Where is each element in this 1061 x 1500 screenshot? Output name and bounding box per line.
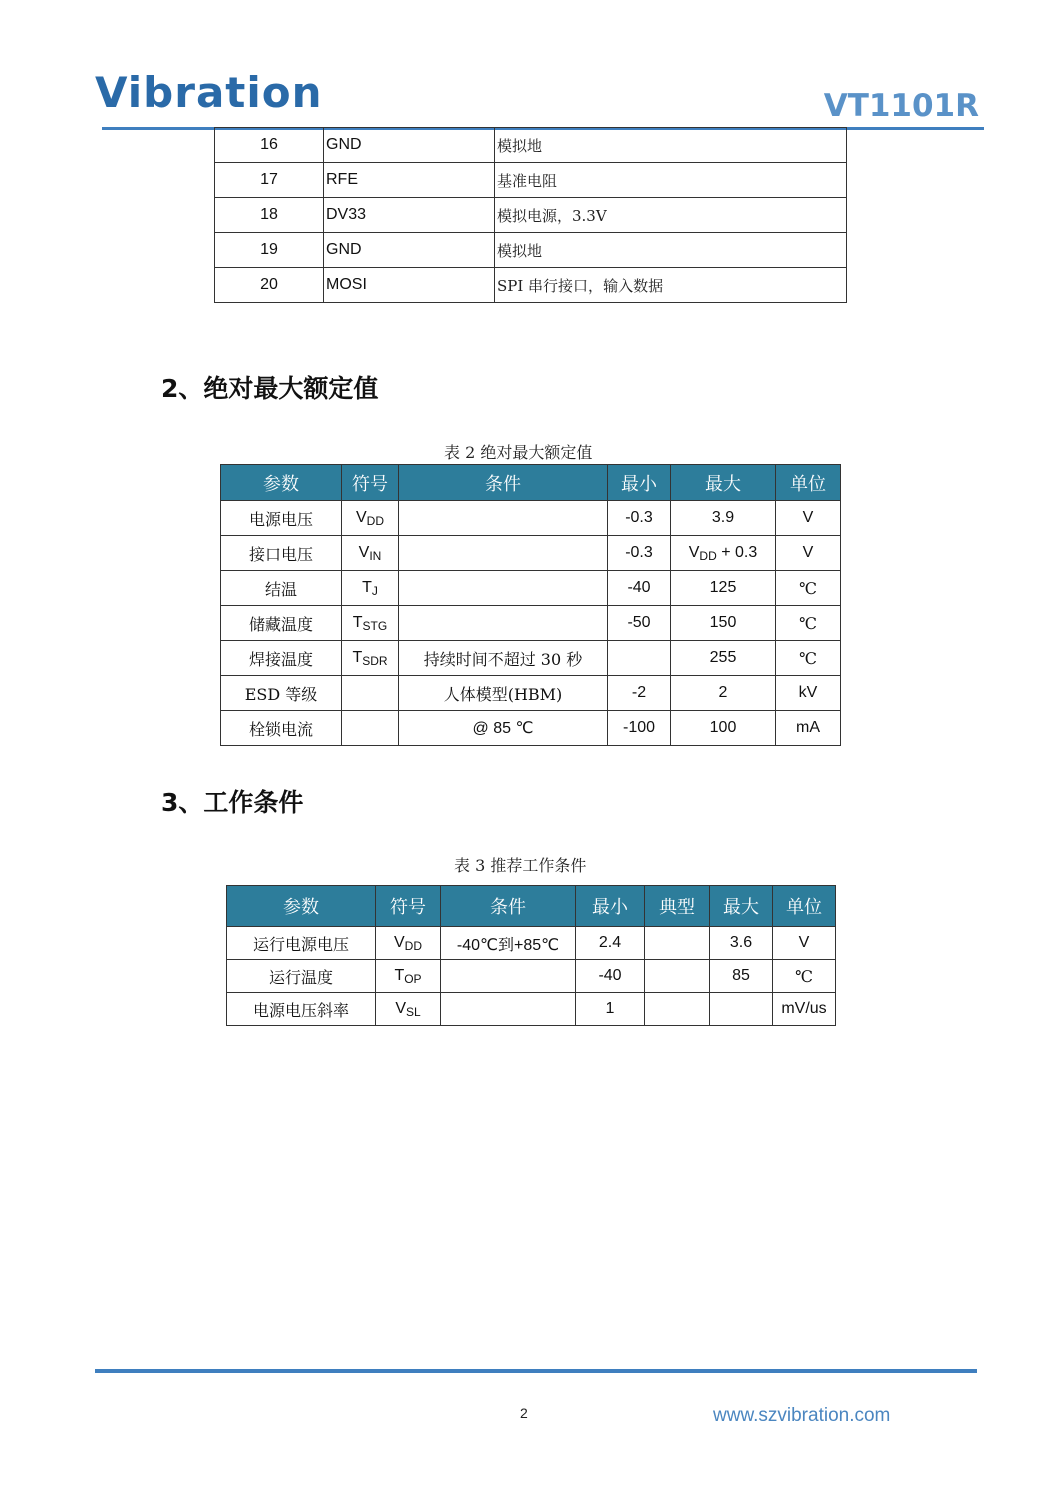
unit-cell: ℃ [776, 606, 841, 641]
param-cell: 焊接温度 [221, 641, 342, 676]
pin-symbol: RFE [324, 163, 495, 198]
table-caption-2: 表 2 绝对最大额定值 [444, 443, 593, 462]
pin-symbol: GND [324, 233, 495, 268]
param-cell: 储藏温度 [221, 606, 342, 641]
unit-cell: kV [776, 676, 841, 711]
max-main: 125 [709, 578, 737, 596]
table-header-row [221, 465, 841, 501]
max-main: 150 [709, 613, 737, 631]
unit-cell: ℃ [776, 571, 841, 606]
param-cell: 电源电压 [221, 501, 342, 536]
table-row [227, 993, 836, 1026]
max-cell [710, 993, 773, 1026]
page-number: 2 [520, 1405, 528, 1421]
max-cell [671, 606, 776, 641]
max-main: 3.9 [711, 508, 735, 526]
recommended-operating-conditions-table [226, 885, 836, 1026]
symbol-cell [342, 711, 399, 746]
table-row [221, 641, 841, 676]
table-row [221, 711, 841, 746]
table-row [221, 536, 841, 571]
table-row [221, 606, 841, 641]
condition-cell: 人体模型(HBM) [399, 676, 608, 711]
symbol-main: T [394, 966, 405, 984]
unit-cell: ℃ [776, 641, 841, 676]
max-subscript: DD [699, 548, 717, 563]
typ-cell [645, 927, 710, 960]
col-header-unit: 单位 [773, 886, 836, 927]
max-main: V [688, 543, 700, 561]
pin-description: SPI 串行接口，输入数据 [495, 268, 847, 303]
max-cell [671, 536, 776, 571]
symbol-subscript: DD [404, 938, 422, 953]
condition-cell [399, 571, 608, 606]
min-cell: 2.4 [576, 927, 645, 960]
typ-cell [645, 993, 710, 1026]
pin-number: 19 [215, 233, 324, 268]
symbol-subscript: OP [404, 971, 422, 986]
condition-cell [441, 993, 576, 1026]
unit-cell: V [776, 501, 841, 536]
symbol-cell [342, 606, 399, 641]
symbol-main: V [395, 999, 406, 1017]
section-heading-operating-conditions: 3、工作条件 [161, 788, 304, 817]
max-main: 2 [718, 683, 728, 701]
unit-cell: V [773, 927, 836, 960]
condition-cell: @ 85 ℃ [399, 711, 608, 746]
pin-symbol: GND [324, 128, 495, 163]
condition-cell [399, 536, 608, 571]
typ-cell [645, 960, 710, 993]
pin-number: 16 [215, 128, 324, 163]
param-cell: 运行温度 [227, 960, 376, 993]
pin-description: 模拟电源，3.3V [495, 198, 847, 233]
min-cell: -40 [608, 571, 671, 606]
pin-description-table [214, 127, 847, 303]
symbol-subscript: SL [405, 1004, 421, 1019]
table-header-row [227, 886, 836, 927]
symbol-main: T [352, 648, 363, 666]
pin-description: 模拟地 [495, 128, 847, 163]
section-heading-absolute-max: 2、绝对最大额定值 [161, 374, 379, 403]
col-header-min: 最小 [576, 886, 645, 927]
max-cell: 85 [710, 960, 773, 993]
pin-number: 20 [215, 268, 324, 303]
col-header-condition: 条件 [399, 465, 608, 501]
table-caption-3: 表 3 推荐工作条件 [454, 856, 587, 875]
symbol-main: T [362, 578, 372, 596]
col-header-symbol: 符号 [342, 465, 399, 501]
symbol-subscript: STG [362, 618, 388, 633]
unit-cell: ℃ [773, 960, 836, 993]
vibration-logo: Vibration [95, 68, 323, 117]
condition-cell [399, 501, 608, 536]
max-cell [671, 501, 776, 536]
footer-divider [95, 1369, 977, 1373]
symbol-main: T [352, 613, 363, 631]
symbol-main: V [358, 543, 370, 561]
param-cell: 接口电压 [221, 536, 342, 571]
table-row [215, 268, 847, 303]
min-cell: -0.3 [608, 501, 671, 536]
condition-cell [399, 606, 608, 641]
symbol-subscript: SDR [362, 653, 388, 668]
symbol-main: V [393, 933, 405, 951]
condition-cell: 持续时间不超过 30 秒 [399, 641, 608, 676]
min-cell: -0.3 [608, 536, 671, 571]
symbol-subscript: DD [366, 513, 384, 528]
table-row [221, 571, 841, 606]
max-cell: 3.6 [710, 927, 773, 960]
col-header-min: 最小 [608, 465, 671, 501]
max-main: 100 [709, 718, 737, 736]
pin-symbol: DV33 [324, 198, 495, 233]
condition-cell: -40℃到+85℃ [441, 927, 576, 960]
max-cell [671, 711, 776, 746]
table-row [221, 501, 841, 536]
symbol-main: V [355, 508, 367, 526]
table-row [227, 927, 836, 960]
col-header-max: 最大 [671, 465, 776, 501]
symbol-cell [342, 501, 399, 536]
param-cell: 运行电源电压 [227, 927, 376, 960]
unit-cell: mV/us [773, 993, 836, 1026]
symbol-cell [376, 927, 441, 960]
symbol-subscript: J [371, 583, 378, 598]
symbol-cell [342, 641, 399, 676]
param-cell: 栓锁电流 [221, 711, 342, 746]
symbol-cell [376, 960, 441, 993]
col-header-param: 参数 [227, 886, 376, 927]
param-cell: 电源电压斜率 [227, 993, 376, 1026]
max-tail: + 0.3 [716, 543, 758, 561]
max-cell [671, 641, 776, 676]
website-link[interactable]: www.szvibration.com [713, 1405, 891, 1426]
symbol-cell [376, 993, 441, 1026]
table-row [215, 198, 847, 233]
min-cell: -100 [608, 711, 671, 746]
pin-description: 模拟地 [495, 233, 847, 268]
pin-description: 基准电阻 [495, 163, 847, 198]
max-cell [671, 676, 776, 711]
table-row [221, 676, 841, 711]
col-header-condition: 条件 [441, 886, 576, 927]
pin-number: 17 [215, 163, 324, 198]
col-header-unit: 单位 [776, 465, 841, 501]
min-cell [608, 641, 671, 676]
table-row [215, 128, 847, 163]
max-main: 255 [709, 648, 737, 666]
col-header-typ: 典型 [645, 886, 710, 927]
table-row [215, 233, 847, 268]
absolute-max-ratings-table [220, 464, 841, 746]
min-cell: -2 [608, 676, 671, 711]
min-cell: -50 [608, 606, 671, 641]
col-header-symbol: 符号 [376, 886, 441, 927]
unit-cell: mA [776, 711, 841, 746]
condition-cell [441, 960, 576, 993]
table-row [215, 163, 847, 198]
max-cell [671, 571, 776, 606]
table-row [227, 960, 836, 993]
min-cell: 1 [576, 993, 645, 1026]
col-header-param: 参数 [221, 465, 342, 501]
symbol-subscript: IN [369, 548, 382, 563]
param-cell: 结温 [221, 571, 342, 606]
unit-cell: V [776, 536, 841, 571]
col-header-max: 最大 [710, 886, 773, 927]
symbol-cell [342, 676, 399, 711]
min-cell: -40 [576, 960, 645, 993]
param-cell: ESD 等级 [221, 676, 342, 711]
symbol-cell [342, 536, 399, 571]
pin-symbol: MOSI [324, 268, 495, 303]
pin-number: 18 [215, 198, 324, 233]
model-number: VT1101R [823, 88, 979, 124]
symbol-cell [342, 571, 399, 606]
